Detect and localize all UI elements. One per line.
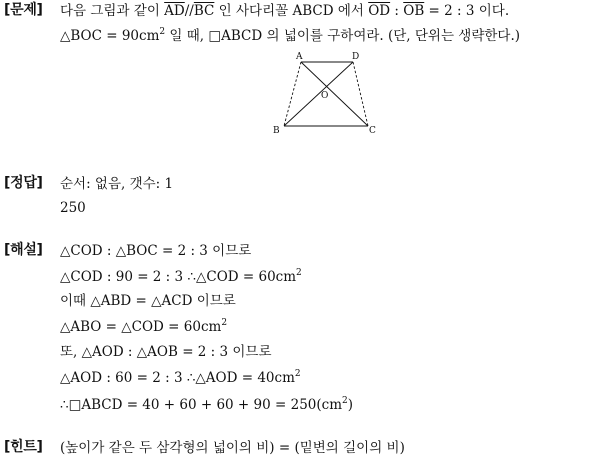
solution-line-4: [60, 318, 227, 336]
solution-text: △AOD : 60 = 2 : 3 ∴△AOD = 40cm: [60, 370, 295, 386]
hint-text: (높이가 같은 두 삼각형의 넓이의 비) = (밑변의 길이의 비): [60, 440, 405, 456]
solution-line-5: 또, △AOD : △AOB = 2 : 3 이므로: [60, 344, 272, 360]
side-dc: [353, 62, 368, 126]
parallel-symbol: //: [184, 3, 194, 19]
answer-meta: 순서: 없음, 갯수: 1: [60, 176, 174, 192]
solution-text: △ABO = △COD = 60cm: [60, 319, 222, 335]
problem-text: 일 때, □ABCD 의 넓이를 구하여라. (단, 단위는 생략한다.): [165, 28, 521, 44]
solution-tag: [해설]: [4, 242, 43, 258]
label-d: D: [352, 52, 360, 62]
solution-line-3: 이때 △ABD = △ACD 이므로: [60, 293, 236, 309]
trapezoid-figure: [268, 50, 383, 138]
problem-text: 다음 그림과 같이: [60, 3, 165, 19]
problem-line-1: [60, 2, 509, 20]
side-ab: [284, 62, 301, 126]
superscript: 2: [296, 268, 302, 278]
segment-ad: $\overline{AD}$: [164, 3, 185, 19]
problem-text: △BOC = 90cm: [60, 28, 160, 44]
segment-od: $\overline{OD}$: [368, 3, 391, 19]
solution-line-6: [60, 369, 301, 387]
label-a: A: [296, 52, 303, 62]
problem-text: = 2 : 3 이다.: [424, 3, 510, 19]
diagonal-bd: [284, 62, 353, 126]
superscript: 2: [159, 27, 166, 37]
solution-line-2: [60, 268, 302, 286]
label-o: O: [321, 91, 329, 101]
problem-tag: [문제]: [4, 2, 43, 18]
ratio-colon: :: [390, 3, 404, 19]
solution-line-7: [60, 396, 353, 414]
segment-ob: $\overline{OB}$: [403, 3, 425, 19]
superscript: 2: [221, 318, 228, 328]
answer-value: 250: [60, 200, 86, 216]
label-c: C: [369, 126, 376, 136]
problem-text: 인 사다리꼴 ABCD 에서: [214, 3, 369, 19]
label-b: B: [273, 126, 280, 136]
solution-text: ): [347, 397, 354, 413]
solution-line-1: △COD : △BOC = 2 : 3 이므로: [60, 243, 252, 259]
solution-text: △COD : 90 = 2 : 3 ∴△COD = 60cm: [60, 269, 297, 285]
segment-bc: $\overline{BC}$: [193, 3, 215, 19]
superscript: 2: [342, 396, 348, 406]
answer-tag: [정답]: [4, 175, 43, 191]
problem-line-2: [60, 27, 520, 45]
hint-tag: [힌트]: [4, 439, 43, 455]
superscript: 2: [294, 369, 301, 379]
diagonal-ac: [301, 62, 368, 126]
solution-text: ∴□ABCD = 40 + 60 + 60 + 90 = 250(cm: [60, 397, 342, 413]
